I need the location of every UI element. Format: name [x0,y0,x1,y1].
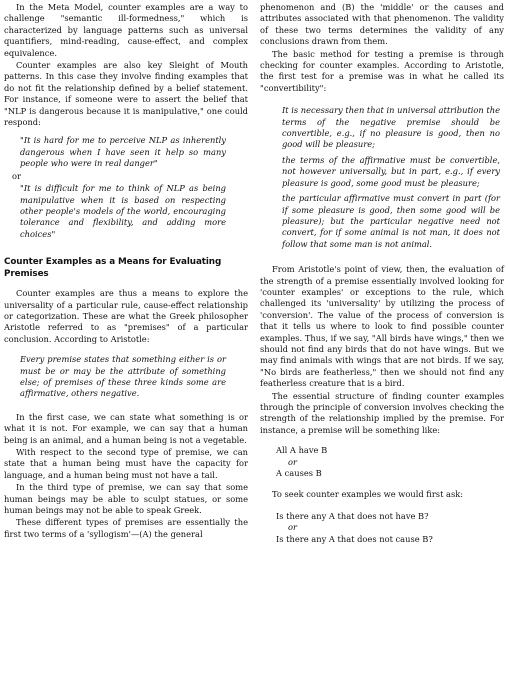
or-separator: or [288,456,297,467]
paragraph: From Aristotle's point of view, then, the evaluation of the strength of a premise essentially involved looking for 'counter examples' or exceptions to the rule, which challenged its 'universality' by utilizing the process of 'conversion'. The value of the process of conversion is that it tells us where to look to find possible counter examples. Thus, if we say, "All birds have wings," then we should not find any birds that do not have wings. But we may find animals with wings that are not birds. If we say, "No birds are featherless," then we should not find any featherless creature that is a bird. [260,264,504,389]
formula: All A have B [276,445,328,456]
paragraph: The essential structure of finding counter examples through the principle of conversion involves checking the strength of the relationship implied by the premise. For instance, a premise will be something like: [260,390,504,435]
paragraph: With respect to the second type of premise, we can state that a human being must have the capacity for language, and a human being must not have a tail. [4,447,248,480]
paragraph: phenomenon and (B) the 'middle' or the causes and attributes associated with that phenomenon. The validity of these two terms determines the validity of any conclusions drawn from them. [260,2,504,47]
formula: A causes B [276,468,322,479]
paragraph: In the Meta Model, counter examples are a way to challenge "semantic ill-formedness," which is characterized by language patterns such as universal quantifiers, mind-reading, cause-effect, and complex equivalence. [4,2,248,58]
quote: "It is difficult for me to think of NLP as being manipulative when it is based on respecting other people's models of the world, encouraging tolerance and flexibility, and adding more choices" [20,183,226,239]
question: Is there any A that does not have B? [276,510,429,521]
right-column [260,2,504,545]
quote: "It is hard for me to perceive NLP as inherently dangerous when I have seen it help so many people who were in real danger" [20,135,226,169]
paragraph: Counter examples are thus a means to explore the universality of a particular rule, cause-effect relationship or categorization. These are what the Greek philosopher Aristotle referred to as "premises" of a particular conclusion. According to Aristotle: [4,288,248,344]
paragraph: The basic method for testing a premise is through checking for counter examples. According to Aristotle, the first test for a premise was in what he called its "convertibility": [260,48,504,93]
quote: It is necessary then that in universal attribution the terms of the negative premise should be convertible, e.g., if no pleasure is good, then no good will be pleasure; [282,105,500,150]
quote: the terms of the affirmative must be convertible, not however universally, but in part, e.g., if every pleasure is good, some good must be pleasure; [282,154,500,188]
question: Is there any A that does not cause B? [276,533,433,544]
section-heading: Counter Examples as a Means for Evaluating Premises [4,257,222,280]
or-separator: or [12,170,21,181]
paragraph: In the third type of premise, we can say that some human beings may be able to sculpt statues, or some human beings may not be able to speak Greek. [4,482,248,516]
quote: the particular affirmative must convert in part (for if some pleasure is good, then some good will be pleasure); but the particular negative need not convert, for if some animal is not man, it does not follow that some man is not animal. [282,193,500,249]
left-column [4,2,248,541]
paragraph: In the first case, we can state what something is or what it is not. For example, we can say that a human being is an animal, and a human being is not a vegetable. [4,411,248,445]
paragraph: Counter examples are also key Sleight of Mouth patterns. In this case they involve finding examples that do not fit the relationship defined by a belief statement. For instance, if someone were to assert the belief that "NLP is dangerous because it is manipulative," one could respond: [4,60,248,128]
paragraph: To seek counter examples we would first ask: [272,489,464,500]
quote: Every premise states that something either is or must be or may be the attribute of something else; of premises of these three kinds some are affirmative, others negative. [20,354,226,399]
paragraph: These different types of premises are essentially the first two terms of a 'syllogism'—(A) the general [4,517,248,539]
or-separator: or [288,522,297,533]
